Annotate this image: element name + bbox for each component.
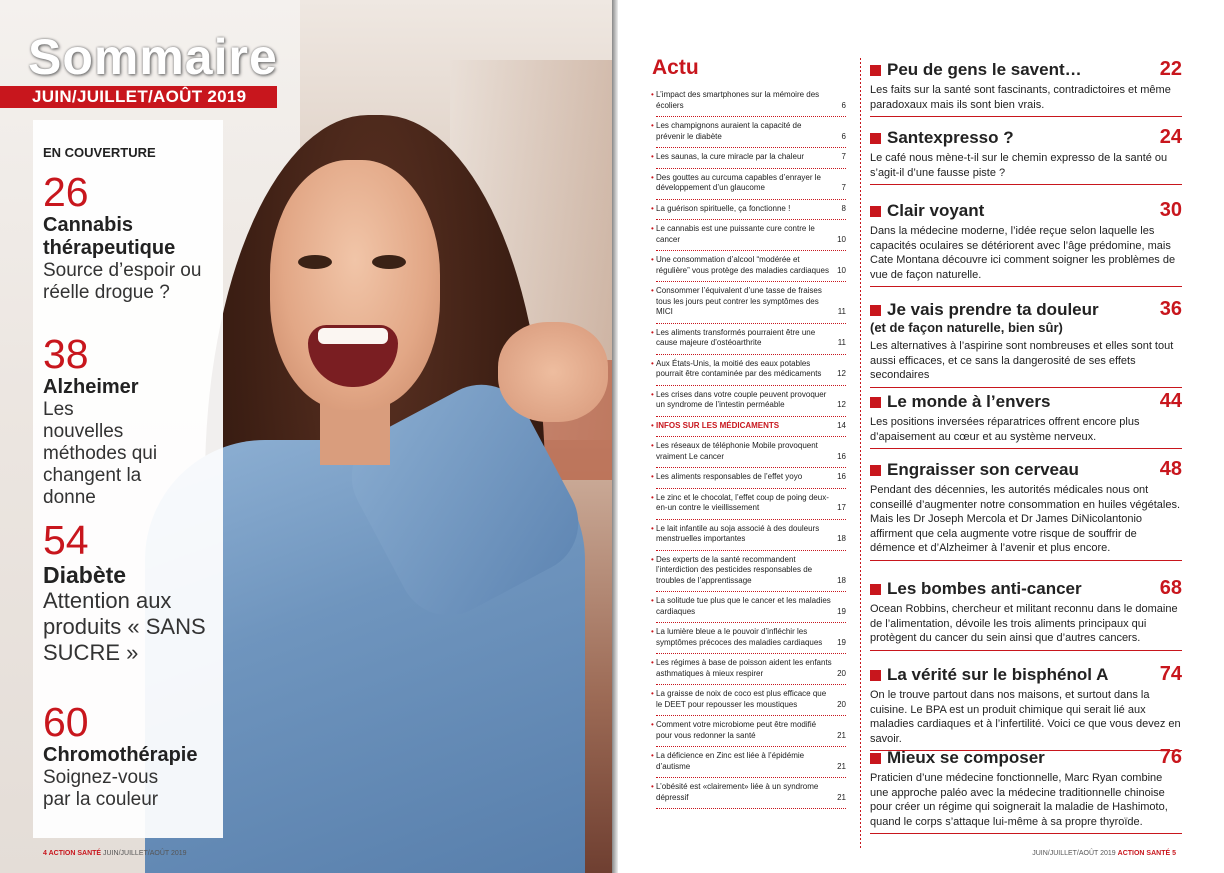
actu-item-page: 11 bbox=[837, 338, 846, 347]
feature-title: Les bombes anti-cancer bbox=[870, 579, 1182, 599]
feature-item[interactable] bbox=[870, 460, 1182, 561]
actu-item-page: 6 bbox=[841, 131, 846, 141]
cover-item[interactable] bbox=[43, 332, 228, 509]
feature-title: Le monde à l’envers bbox=[870, 392, 1182, 412]
cover-item-title: Diabète bbox=[43, 562, 127, 588]
actu-item[interactable] bbox=[656, 148, 846, 169]
issue-date-band: JUIN/JUILLET/AOÛT 2019 bbox=[0, 86, 277, 108]
feature-description: Les alternatives à l’aspirine sont nombreuses et elles sont tout aussi efficaces, et ce sans la dangerosité de ses effets secondaires bbox=[870, 340, 1174, 381]
right-page-footer bbox=[1032, 850, 1176, 857]
actu-item-text: • Des gouttes au curcuma capables d’enrayer le développement d’un glaucome bbox=[656, 172, 821, 192]
feature-item[interactable] bbox=[870, 392, 1182, 449]
feature-description: Ocean Robbins, chercheur et militant reconnu dans le domaine de l’alimentation, dévoile les trois aliments principaux qui protègent du cancer du sein ainsi que d’autres cancers. bbox=[870, 603, 1178, 644]
actu-item-text: • Les aliments transformés pourraient être une cause majeure d’ostéoarthrite bbox=[656, 327, 816, 347]
actu-item[interactable] bbox=[656, 324, 846, 355]
actu-item-page: 18 bbox=[837, 534, 846, 543]
actu-item-page: 11 bbox=[837, 307, 846, 316]
actu-item[interactable] bbox=[656, 551, 846, 593]
actu-item-text: • Les champignons auraient la capacité de prévenir le diabète bbox=[656, 121, 802, 141]
feature-description: Pendant des décennies, les autorités médicales nous ont conseillé d’augmenter notre consommation en huiles végétales. Mais les Dr Joseph Mercola et Dr James DiNicolantonio affirment que cela augmente votre risque de souffrir de démence et d’Alzheimer à l’avenir et plus encore. bbox=[870, 484, 1181, 554]
actu-item-text: • Le lait infantile au soja associé à des douleurs menstruelles importantes bbox=[656, 523, 820, 543]
actu-section-title: Actu bbox=[652, 56, 699, 79]
cover-item-page: 26 bbox=[43, 169, 89, 215]
actu-item[interactable] bbox=[656, 685, 846, 716]
left-page-footer bbox=[43, 850, 187, 857]
feature-page: 68 bbox=[1159, 577, 1182, 599]
actu-item[interactable] bbox=[656, 251, 846, 282]
actu-list bbox=[656, 86, 846, 809]
actu-item-text: • Des experts de la santé recommandent l’interdiction des pesticides responsables de troubles de l’apprentissage bbox=[656, 554, 813, 585]
right-page bbox=[618, 0, 1224, 873]
actu-item-page: 6 bbox=[841, 100, 846, 110]
actu-item[interactable] bbox=[656, 169, 846, 200]
feature-description: Les faits sur la santé sont fascinants, contradictoires et même paradoxaux mais ils sont bien vrais. bbox=[870, 84, 1171, 111]
actu-item[interactable] bbox=[656, 282, 846, 324]
feature-description: Les positions inversées réparatrices offrent encore plus d’apaisement au cœur et au système nerveux. bbox=[870, 416, 1140, 443]
feature-item[interactable] bbox=[870, 128, 1182, 185]
actu-item-text: • Le zinc et le chocolat, l’effet coup de poing deux-en-un contre le vieillissement bbox=[656, 492, 829, 512]
actu-item-page: 21 bbox=[837, 730, 846, 740]
cover-item[interactable] bbox=[43, 170, 228, 304]
actu-item-text: • Aux États-Unis, la moitié des eaux potables pourrait être contaminée par des médicaments bbox=[656, 358, 822, 378]
feature-page: 44 bbox=[1159, 390, 1182, 412]
cover-item-subtitle: Les nouvelles méthodes qui changent la donne bbox=[43, 399, 158, 508]
actu-item-page: 10 bbox=[837, 234, 846, 244]
cover-item-subtitle: Soignez-vous par la couleur bbox=[43, 767, 159, 810]
actu-item-text: • Les régimes à base de poisson aident les enfants asthmatiques à mieux respirer bbox=[656, 658, 832, 678]
actu-item-page: 7 bbox=[841, 152, 846, 161]
cover-item-subtitle: Attention aux produits « SANS SUCRE » bbox=[43, 588, 206, 665]
cover-item-title: Cannabis thérapeutique bbox=[43, 214, 176, 259]
actu-item-page: 16 bbox=[837, 472, 846, 481]
cover-photo-eye bbox=[298, 255, 332, 269]
actu-item[interactable] bbox=[656, 716, 846, 747]
feature-item[interactable] bbox=[870, 748, 1182, 834]
actu-item[interactable] bbox=[656, 520, 846, 551]
actu-item-page: 10 bbox=[837, 265, 846, 275]
cover-item-title: Chromothérapie bbox=[43, 744, 198, 766]
actu-item-text: • Les aliments responsables de l’effet yoyo bbox=[656, 472, 803, 481]
feature-title: La vérité sur le bisphénol A bbox=[870, 665, 1182, 685]
actu-item-page: 19 bbox=[837, 606, 846, 616]
actu-item-page: 12 bbox=[837, 400, 846, 409]
feature-page: 24 bbox=[1159, 126, 1182, 148]
actu-item-page: 21 bbox=[837, 792, 846, 802]
feature-subtitle: (et de façon naturelle, bien sûr) bbox=[870, 320, 1063, 335]
feature-page: 22 bbox=[1159, 58, 1182, 80]
actu-item-page: 16 bbox=[837, 451, 846, 461]
actu-item-page: 18 bbox=[837, 575, 846, 585]
actu-item[interactable] bbox=[656, 623, 846, 654]
feature-description: Dans la médecine moderne, l’idée reçue selon laquelle les capacités oculaires se détériorent avec l’âge prédomine, mais Cate Montana découvre ici comment soigner les problèmes de vue de façon naturelle. bbox=[870, 225, 1176, 281]
actu-item-page: 17 bbox=[837, 503, 846, 512]
actu-item[interactable] bbox=[656, 747, 846, 778]
actu-item-text: • INFOS SUR LES MÉDICAMENTS bbox=[656, 420, 780, 430]
cover-item-title: Alzheimer bbox=[43, 376, 139, 398]
feature-page: 36 bbox=[1159, 298, 1182, 320]
feature-item[interactable] bbox=[870, 665, 1182, 751]
actu-item-text: • Le cannabis est une puissante cure contre le cancer bbox=[656, 224, 815, 244]
feature-title: Je vais prendre ta douleur bbox=[870, 300, 1182, 320]
feature-title: Santexpresso ? bbox=[870, 128, 1182, 148]
actu-item-page: 20 bbox=[837, 699, 846, 709]
feature-title: Mieux se composer bbox=[870, 748, 1182, 768]
actu-item-text: • Les saunas, la cure miracle par la chaleur bbox=[656, 152, 805, 161]
actu-item[interactable] bbox=[656, 386, 846, 417]
actu-item-page: 20 bbox=[837, 668, 846, 678]
footer-brand: 4 ACTION SANTÉ bbox=[43, 850, 102, 857]
feature-description: On le trouve partout dans nos maisons, et surtout dans la cuisine. Le BPA est un produit chimique qui serait lié aux maladies cardiaques et à l’infertilité. Voici ce que vous devez en savoir. bbox=[870, 689, 1181, 745]
feature-item[interactable] bbox=[870, 60, 1182, 117]
actu-item[interactable] bbox=[656, 200, 846, 221]
actu-item-text: • La guérison spirituelle, ça fonctionne ! bbox=[656, 203, 791, 213]
cover-item[interactable] bbox=[43, 518, 228, 666]
footer-brand: ACTION SANTÉ 5 bbox=[1117, 850, 1176, 857]
feature-item[interactable] bbox=[870, 201, 1182, 287]
cover-photo-teeth bbox=[318, 328, 388, 344]
feature-title: Peu de gens le savent… bbox=[870, 60, 1182, 80]
actu-item-page: 7 bbox=[841, 183, 846, 192]
feature-title: Engraisser son cerveau bbox=[870, 460, 1182, 480]
cover-photo-fist bbox=[498, 322, 608, 422]
footer-date: JUIN/JUILLET/AOÛT 2019 bbox=[1032, 850, 1116, 857]
actu-item[interactable] bbox=[656, 468, 846, 489]
actu-item-text: • Consommer l’équivalent d’une tasse de fraises tous les jours peut contrer les symptômes des MICI bbox=[656, 286, 822, 316]
actu-item[interactable] bbox=[656, 437, 846, 468]
actu-item-text: • Une consommation d’alcool “modérée et régulière” vous protège des maladies cardiaques bbox=[656, 255, 829, 275]
masthead-title: Sommaire bbox=[28, 29, 278, 85]
cover-item-subtitle: Source d’espoir ou réelle drogue ? bbox=[43, 260, 202, 303]
actu-item-page: 8 bbox=[841, 203, 846, 213]
cover-item-page: 60 bbox=[43, 699, 89, 745]
cover-item-page: 54 bbox=[43, 517, 89, 563]
actu-item-text: • Comment votre microbiome peut être modifié pour vous redonner la santé bbox=[656, 720, 817, 740]
actu-item-text: • La solitude tue plus que le cancer et les maladies cardiaques bbox=[656, 596, 831, 616]
feature-item[interactable] bbox=[870, 579, 1182, 651]
actu-item-text: • L’obésité est «clairement» liée à un syndrome dépressif bbox=[656, 782, 819, 802]
feature-description: Praticien d’une médecine fonctionnelle, Marc Ryan combine une approche paléo avec la médecine traditionnelle chinoise pour créer un régime qui soignerait la maladie de Hashimoto, quand le corps s’attaque lui-même à sa propre thyroïde. bbox=[870, 772, 1168, 828]
actu-item-text: • La graisse de noix de coco est plus efficace que le DEET pour repousser les moustiques bbox=[656, 689, 827, 709]
actu-item-text: • Les crises dans votre couple peuvent provoquer un syndrome de l’intestin perméable bbox=[656, 389, 827, 409]
actu-item[interactable] bbox=[656, 86, 846, 117]
feature-page: 48 bbox=[1159, 458, 1182, 480]
actu-item[interactable] bbox=[656, 489, 846, 520]
actu-item[interactable] bbox=[656, 117, 846, 148]
actu-item-text: • La lumière bleue a le pouvoir d’infléchir les symptômes précoces des maladies cardiaques bbox=[656, 627, 823, 647]
actu-item-text: • La déficience en Zinc est liée à l’épidémie d’autisme bbox=[656, 751, 805, 771]
actu-item[interactable] bbox=[656, 220, 846, 251]
actu-item-page: 19 bbox=[837, 637, 846, 647]
actu-item-text: • Les réseaux de téléphonie Mobile provoquent vraiment Le cancer bbox=[656, 441, 818, 461]
feature-item[interactable] bbox=[870, 300, 1182, 388]
actu-item-text: • L’impact des smartphones sur la mémoire des écoliers bbox=[656, 90, 820, 110]
feature-title: Clair voyant bbox=[870, 201, 1182, 221]
actu-item[interactable] bbox=[656, 355, 846, 386]
actu-item-page: 14 bbox=[837, 420, 846, 430]
cover-item[interactable] bbox=[43, 700, 228, 811]
actu-item[interactable] bbox=[656, 592, 846, 623]
actu-item[interactable] bbox=[656, 654, 846, 685]
footer-date: JUIN/JUILLET/AOÛT 2019 bbox=[103, 850, 187, 857]
cover-photo-eye bbox=[372, 255, 406, 269]
cover-item-page: 38 bbox=[43, 331, 89, 377]
feature-description: Le café nous mène-t-il sur le chemin expresso de la santé ou s’agit-il d’une fausse piste ? bbox=[870, 152, 1168, 179]
feature-page: 30 bbox=[1159, 199, 1182, 221]
column-divider bbox=[860, 58, 861, 848]
actu-item[interactable] bbox=[656, 417, 846, 438]
feature-page: 76 bbox=[1159, 746, 1182, 768]
feature-page: 74 bbox=[1159, 663, 1182, 685]
actu-item[interactable] bbox=[656, 778, 846, 809]
actu-item-page: 12 bbox=[837, 369, 846, 378]
actu-item-page: 21 bbox=[837, 761, 846, 771]
cover-section-label: EN COUVERTURE bbox=[43, 145, 156, 160]
